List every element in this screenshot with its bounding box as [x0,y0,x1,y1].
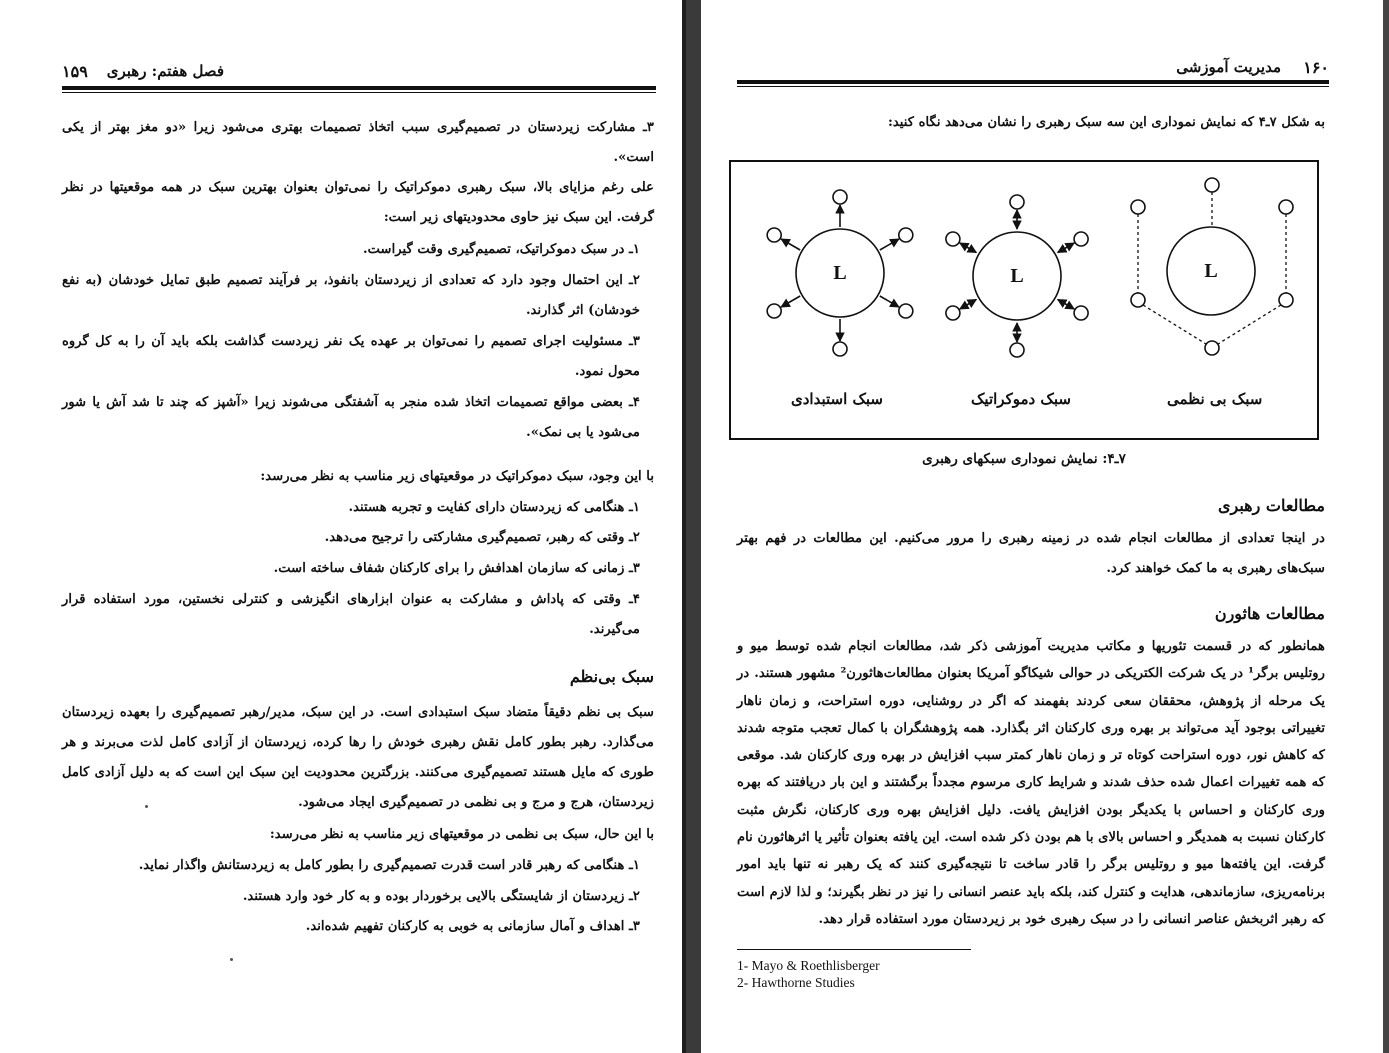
member-node [1074,306,1088,320]
participation-arrow [960,300,976,310]
participation-arrow [1058,243,1074,253]
member-node [1279,293,1293,307]
member-node [833,342,847,356]
figure-caption: ۷ـ۴: نمایش نموداری سبکهای رهبری [922,451,1126,467]
list-item: ۲ـ زیردستان از شایستگی بالایی برخوردار بوده و به کار خود وارد هستند. [242,889,640,904]
member-node [1279,200,1293,214]
paragraph: سبک بی نظم دقیقاً متضاد سبک استبدادی است. در این سبک، مدیر/رهبر تصمیم‌گیری را بعهده زیردستان می‌گذارد. رهبر بطور کامل نقش رهبری خودش را رها کرده، زیردستان از آزادی کامل لذت می‌برند و هر طوری که مایل هستند تصمیم‌گیری می‌کنند. بزرگترین محدودیت این سبک این است که به دلیل آزادی کامل زیردستان، هرج و مرج و بی نظمی در تصمیم‌گیری ایجاد می‌شود. [62,705,654,810]
paragraph: با این حال، سبک بی نظمی در موقعیتهای زیر مناسب به نظر می‌رسد: [269,827,654,842]
header-rule-thin [62,92,656,93]
paragraph: همانطور که در قسمت تئوریها و مکاتب مدیریت آموزشی ذکر شد، مطالعات انجام شده توسط میو و روتلیس برگر¹ در یک شرکت الکتریکی در حوالی شیکاگو آمریکا بعنوان مطالعات‌هاثورن² مشهور هستند. در یک مرحله از پژوهش، محققان سعی کردند بفهمند که اگر در روشنایی، دوره استراحت، و زمان ناهار تغییراتی بوجود آید می‌تواند بر بهره وری کارکنان اثر بگذارد. همه پژوهشگران با کمال تعجب متوجه شدند که کاهش نور، دوره استراحت کوتاه تر و زمان ناهار کمتر سبب افزایش در بهره وری کارکنان شد. موقعی که همه تغییرات اعمال شده حذف شدند و شرایط کاری مرسوم مجدداً برگشتند و این بار دریافتند که بهره وری کارکنان و احساس با یکدیگر بودن افزایش یافت. دلیل افزایش بهره وری کارکنان، نگرش مثبت کارکنان نسبت به همدیگر و احساس بالای با هم بودن ذکر شده است. این یافته بعنوان تأثیر یا اثرهاثورن نام گرفت. این یافته‌ها میو و روتلیس برگر را قادر ساخت تا نتیجه‌گیری کنند که یک رهبر نه تنها باید امور برنامه‌ریزی، سازماندهی، هدایت و کنترل کند، بلکه باید عنصر انسانی را نیز در نظر بگیرند؛ و لذا لازم است که رهبر اثربخش عناصر انسانی را در سبک رهبری خود بر زیردستان مورد استفاده قرار دهد. [737,639,1326,927]
member-node [899,304,913,318]
leader-letter: L [1204,260,1218,282]
list-item: ۲ـ وقتی که رهبر، تصمیم‌گیری مشارکتی را ترجیح می‌دهد. [324,530,640,545]
member-node [1074,232,1088,246]
section-heading: سبک بی‌نظم [569,667,654,686]
leadership-styles-figure [729,160,1319,440]
participation-arrow [960,243,976,253]
paragraph: در اینجا تعدادی از مطالعات انجام شده در زمینه رهبری را مرور می‌کنیم. این مطالعات در فهم بهتر سبک‌های رهبری به ما کمک خواهند کرد. [737,531,1325,576]
member-node [1010,343,1024,357]
leader-letter: L [833,262,847,284]
command-arrow [781,239,800,250]
command-arrow [880,239,899,250]
page-edge [1383,0,1389,1053]
command-arrow [880,296,899,307]
book-title: مدیریت آموزشی [1176,58,1281,76]
paragraph: علی رغم مزایای بالا، سبک رهبری دموکراتیک را نمی‌توان بعنوان بهترین سبک در همه موقعیتها در نظر گرفت. این سبک نیز حاوی محدودیتهای زیر است: [62,180,654,225]
member-node [767,228,781,242]
footnote: 1- Mayo & Roethlisberger [737,958,880,973]
footnote-rule [737,949,971,950]
autocratic-label: سبک استبدادی [791,390,883,408]
chapter-title: فصل هفتم: رهبری [106,62,224,80]
section-heading: مطالعات هاثورن [1214,604,1325,623]
paragraph: با این وجود، سبک دموکراتیک در موقعیتهای زیر مناسب به نظر می‌رسد: [260,469,654,484]
democratic-diagram [946,195,1088,357]
scan-speck [145,805,148,808]
member-node [1205,178,1219,192]
leader-letter: L [1010,265,1024,287]
member-node [1131,200,1145,214]
laissez-faire-diagram [1131,178,1293,355]
page-number: ۱۶۰ [1303,58,1329,77]
list-item: ۱ـ هنگامی که زیردستان دارای کفایت و تجربه هستند. [348,500,640,515]
laissez-faire-label: سبک بی نظمی [1167,390,1263,408]
list-item: ۳ـ اهداف و آمال سازمانی به خوبی به کارکنان تفهیم شده‌اند. [305,919,640,934]
paragraph: ۳ـ مشارکت زیردستان در تصمیم‌گیری سبب اتخاذ تصمیمات بهتری می‌شود زیرا «دو مغز بهتر از یکی است». [62,120,654,165]
member-node [1205,341,1219,355]
list-item: ۱ـ هنگامی که رهبر قادر است قدرت تصمیم‌گیری را بطور کامل به زیردستانش واگذار نماید. [138,858,640,873]
list-item: ۴ـ بعضی مواقع تصمیمات اتخاذ شده منجر به آشفتگی می‌شوند زیرا «آشپز که چند تا شد آش یا شور می‌شود یا بی نمک». [62,395,640,440]
header-rule-thin [737,86,1329,87]
command-arrow [781,296,800,307]
member-node [833,190,847,204]
list-item: ۴ـ وقتی که پاداش و مشارکت به عنوان ابزارهای انگیزشی و کنترلی نخستین، مورد استفاده قرار می‌گیرند. [62,592,640,637]
left-page [0,0,682,1053]
member-node [946,232,960,246]
scan-speck [230,958,233,961]
autocratic-diagram [767,190,913,356]
member-node [899,228,913,242]
list-item: ۱ـ در سبک دموکراتیک، تصمیم‌گیری وقت گیراست. [362,242,640,257]
list-item: ۲ـ این احتمال وجود دارد که تعدادی از زیردستان بانفوذ، بر فرآیند تصمیم طبق تمایل خودشان (به نفع خودشان) اثر گذارند. [62,273,640,318]
page-header [62,56,654,86]
section-heading: مطالعات رهبری [1217,496,1325,515]
member-node [1131,293,1145,307]
participation-arrow [1058,300,1074,310]
footnote: 2- Hawthorne Studies [737,975,855,990]
dotted-link [1143,305,1206,344]
member-node [946,306,960,320]
paragraph: به شکل ۷ـ۴ که نمایش نموداری این سه سبک رهبری را نشان می‌دهد نگاه کنید: [888,115,1325,130]
democratic-label: سبک دموکراتیک [971,390,1071,408]
list-item: ۳ـ زمانی که سازمان اهدافش را برای کارکنان شفاف ساخته است. [273,561,640,576]
page-number: ۱۵۹ [62,62,88,81]
header-rule [62,86,656,90]
header-rule [737,80,1329,84]
member-node [1010,195,1024,209]
book-gutter [682,0,701,1053]
dotted-link [1218,305,1281,344]
list-item: ۳ـ مسئولیت اجرای تصمیم را نمی‌توان بر عهده یک نفر زیردست گذاشت بلکه باید آن را به کل گروه محول نمود. [62,334,640,379]
member-node [767,304,781,318]
